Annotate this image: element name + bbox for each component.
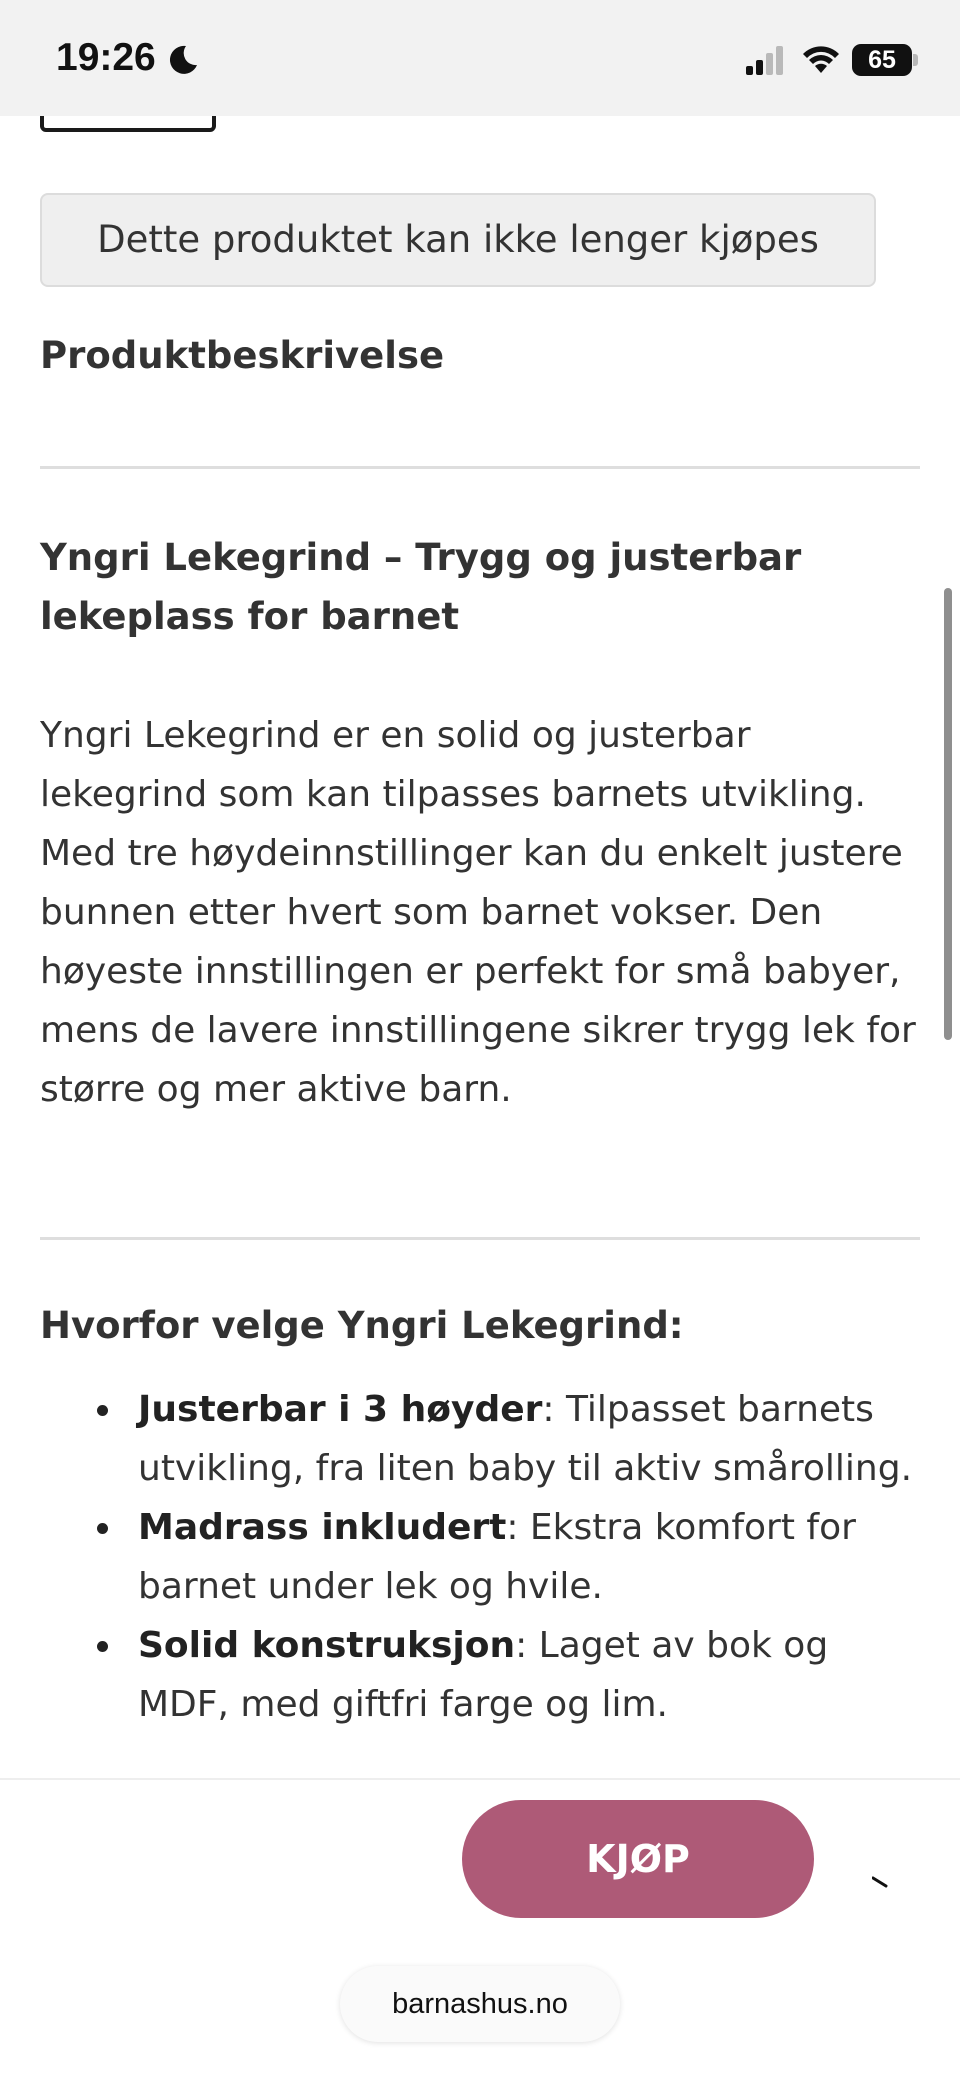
feature-label: Justerbar i 3 høyder — [138, 1389, 543, 1430]
quantity-box[interactable] — [40, 116, 216, 132]
divider — [40, 1237, 920, 1240]
divider — [40, 466, 920, 469]
feature-text: : Ekstra komfort for barnet under lek og hvile. — [138, 1507, 856, 1607]
signal-icon — [744, 44, 786, 76]
product-description: Yngri Lekegrind er en solid og justerbar lekegrind som kan tilpasses barnets utvikling. Med tre høydeinnstillinger kan du enkelt justere bunnen etter hvert som barnet vokser. Den høyeste innstillingen er perfekt for små babyer, mens de lavere innstillingene sikrer trygg lek for større og mer aktive barn. — [40, 715, 916, 1110]
feature-label: Solid konstruksjon — [138, 1625, 516, 1666]
moon-icon — [166, 43, 200, 77]
scrollbar[interactable] — [944, 588, 952, 1040]
list-item — [138, 1616, 918, 1734]
battery-cap — [913, 54, 918, 66]
page-content[interactable] — [0, 116, 960, 1778]
feature-text: : Laget av bok og MDF, med giftfri farge og lim. — [138, 1625, 829, 1725]
browser-url-bar[interactable]: barnashus.no — [340, 1966, 620, 2042]
buy-button[interactable]: KJØP — [462, 1800, 814, 1918]
unavailable-notice: Dette produktet kan ikke lenger kjøpes — [40, 193, 876, 287]
battery-icon — [852, 44, 912, 76]
status-time: 19:26 — [56, 36, 156, 79]
list-item — [138, 1380, 918, 1498]
wifi-icon — [800, 42, 842, 76]
status-bar — [0, 0, 960, 116]
bottom-bar — [0, 1778, 960, 2078]
feature-text: : Tilpasset barnets utvikling, fra liten baby til aktiv smårolling. — [138, 1389, 913, 1489]
tick-icon — [872, 1876, 888, 1888]
feature-list — [138, 1380, 918, 1734]
product-title: Yngri Lekegrind – Trygg og justerbar lekeplass for barnet — [40, 536, 802, 638]
why-heading: Hvorfor velge Yngri Lekegrind: — [40, 1304, 684, 1347]
feature-label: Madrass inkludert — [138, 1507, 507, 1548]
battery-level: 65 — [868, 46, 896, 74]
description-heading: Produktbeskrivelse — [40, 334, 445, 377]
list-item — [138, 1498, 918, 1616]
